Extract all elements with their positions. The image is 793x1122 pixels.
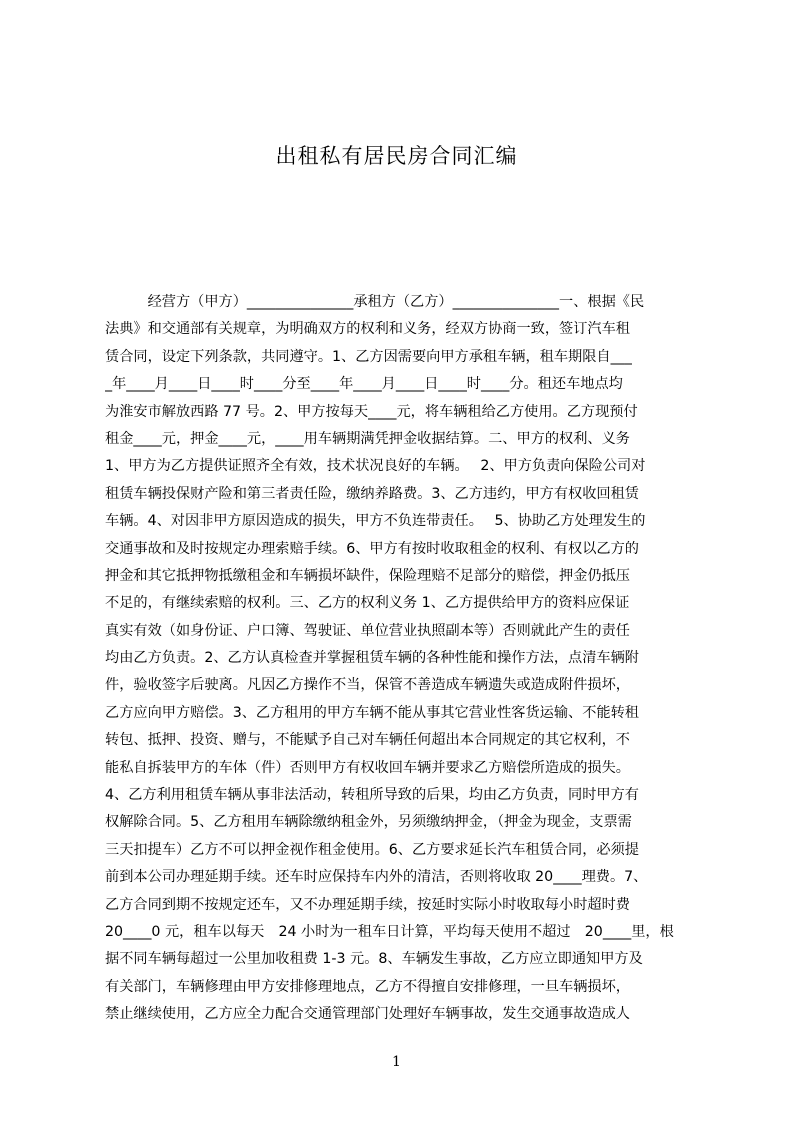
body-line: 20____0 元，租车以每天 24 小时为一租车日计算，平均每天使用不超过 20____里，根 [105,923,674,940]
body-line: 赁合同，设定下列条款，共同遵守。1、乙方因需要向甲方承租车辆，租车期限自___ [105,348,632,365]
body-line: 租金____元，押金____元，____用车辆期满凭押金收据结算。二、甲方的权利、义务 [105,430,630,447]
body-line: 转包、抵押、投资、赠与，不能赋予自己对车辆任何超出本合同规定的其它权利，不 [105,732,630,749]
body-line: 权解除合同。5、乙方租用车辆除缴纳租金外，另须缴纳押金，（押金为现金，支票需 [105,814,632,831]
body-line: 三天扣提车）乙方不可以押金视作租金使用。6、乙方要求延长汽车租赁合同，必须提 [105,841,639,858]
body-line: 能私自拆装甲方的车体（件）否则甲方有权收回车辆并要求乙方赔偿所造成的损失。 [105,759,630,776]
body-line: 件，验收签字后驶离。凡因乙方操作不当，保管不善造成车辆遗失或造成附件损坏， [105,677,630,694]
body-line: _年____月____日____时____分至____年____月____日____时____分。租还车地点均 [105,376,623,393]
body-line: 车辆。4、对因非甲方原因造成的损失，甲方不负连带责任。 5、协助乙方处理发生的 [105,513,646,530]
page-number: 1 [392,1054,401,1070]
body-line: 交通事故和及时按规定办理索赔手续。6、甲方有按时收取租金的权利、有权以乙方的 [105,540,639,557]
body-line: 法典》和交通部有关规章，为明确双方的权利和义务，经双方协商一致，签订汽车租 [105,321,630,338]
body-line: 押金和其它抵押物抵缴租金和车辆损坏缺件，保险理赔不足部分的赔偿，押金仍抵压 [105,567,630,584]
body-line: 经营方（甲方）_______________承租方（乙方）_______________一、根据《民 [105,294,645,310]
body-line: 据不同车辆每超过一公里加收租费 1-3 元。8、车辆发生事故，乙方应立即通知甲方及 [105,951,643,968]
body-line: 4、乙方利用租赁车辆从事非法活动，转租所导致的后果，均由乙方负责，同时甲方有 [105,787,639,804]
body-line: 真实有效（如身份证、户口簿、驾驶证、单位营业执照副本等）否则就此产生的责任 [105,622,630,639]
body-line: 前到本公司办理延期手续。还车时应保持车内外的清洁，否则将收取 20____理费。7、 [105,869,648,886]
body-line: 为淮安市解放西路 77 号。2、甲方按每天____元，将车辆租给乙方使用。乙方现预付 [105,403,638,420]
body-line: 1、甲方为乙方提供证照齐全有效，技术状况良好的车辆。 2、甲方负责向保险公司对 [105,458,646,475]
body-line: 均由乙方负责。2、乙方认真检查并掌握租赁车辆的各种性能和操作方法，点清车辆附 [105,650,639,667]
body-line: 租赁车辆投保财产险和第三者责任险，缴纳养路费。3、乙方违约，甲方有权收回租赁 [105,485,639,502]
body-line: 有关部门，车辆修理由甲方安排修理地点，乙方不得擅自安排修理，一旦车辆损坏， [105,978,630,995]
body-line: 乙方应向甲方赔偿。3、乙方租用的甲方车辆不能从事其它营业性客货运输、不能转租 [105,704,639,721]
document-title: 出租私有居民房合同汇编 [275,144,518,168]
body-line: 乙方合同到期不按规定还车，又不办理延期手续，按延时实际小时收取每小时超时费 [105,896,630,913]
body-line: 禁止继续使用，乙方应全力配合交通管理部门处理好车辆事故，发生交通事故造成人 [105,1006,630,1023]
contract-body [105,289,696,1029]
body-line: 不足的，有继续索赔的权利。三、乙方的权利义务 1、乙方提供给甲方的资料应保证 [105,595,630,612]
